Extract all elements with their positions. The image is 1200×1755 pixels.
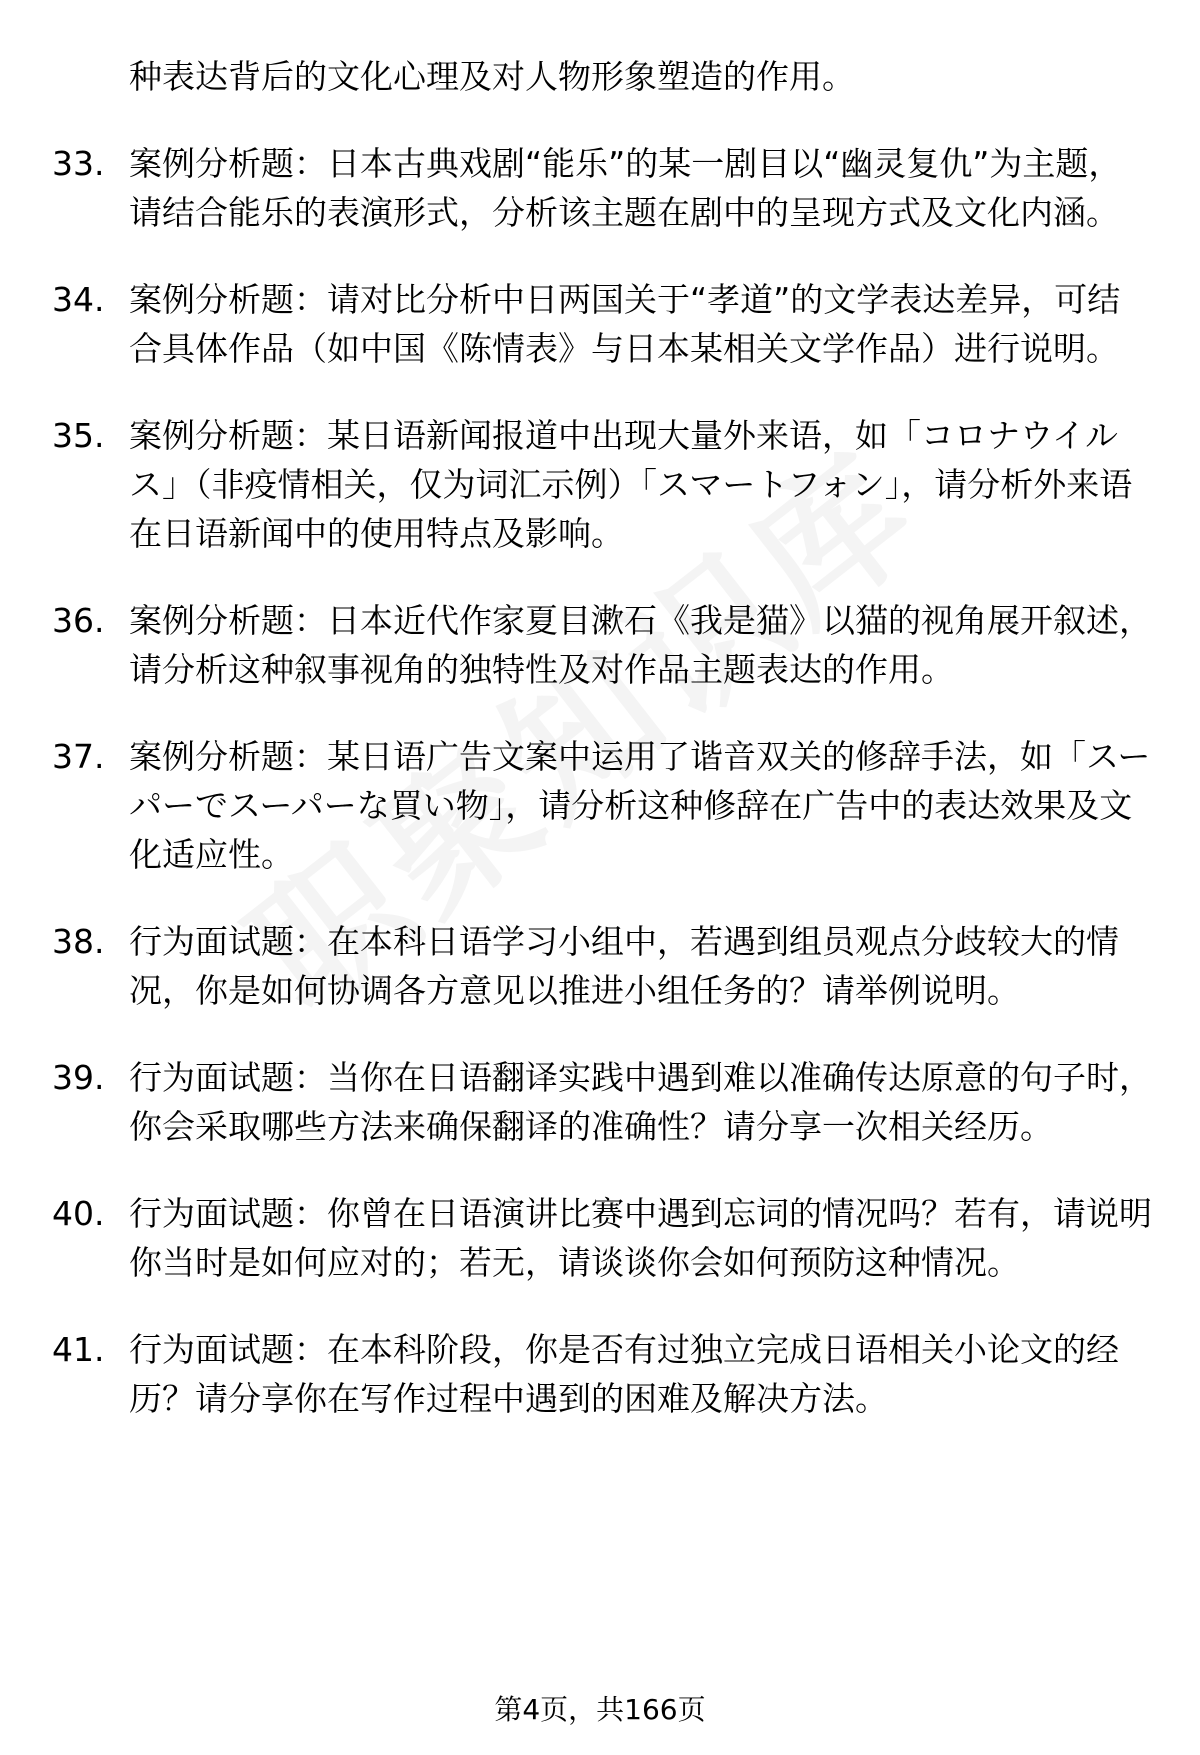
continuation-text: 种表达背后的文化心理及对人物形象塑造的作用。 — [129, 57, 855, 96]
item-text: 案例分析题：日本古典戏剧“能乐”的某一剧目以“幽灵复仇”为主题，请结合能乐的表演形式，分析该主题在剧中的呈现方式及文化内涵。 — [129, 144, 1122, 232]
item-number: 41. — [52, 1330, 105, 1369]
item-text: 案例分析题：日本近代作家夏目漱石《我是猫》以猫的视角展开叙述，请分析这种叙事视角的独特性及对作品主题表达的作用。 — [129, 601, 1152, 689]
item-text: 案例分析题：某日语广告文案中运用了谐音双关的修辞手法，如「スーパーでスーパーな買い物」，请分析这种修辞在广告中的表达效果及文化适应性。 — [129, 737, 1151, 874]
item-text: 案例分析题：某日语新闻报道中出现大量外来语，如「コロナウイルス」（非疫情相关，仅为词汇示例）「スマートフォン」，请分析外来语在日语新闻中的使用特点及影响。 — [129, 416, 1133, 553]
item-text: 行为面试题：你曾在日语演讲比赛中遇到忘词的情况吗？若有，请说明你当时是如何应对的；若无，请谈谈你会如何预防这种情况。 — [129, 1194, 1152, 1282]
item-number: 39. — [52, 1058, 105, 1097]
item-text: 行为面试题：在本科日语学习小组中，若遇到组员观点分歧较大的情况，你是如何协调各方意见以推进小组任务的？请举例说明。 — [129, 922, 1119, 1010]
item-number: 33. — [52, 144, 105, 183]
list-item — [52, 275, 1152, 373]
item-text: 行为面试题：在本科阶段，你是否有过独立完成日语相关小论文的经历？请分享你在写作过程中遇到的困难及解决方法。 — [129, 1330, 1119, 1418]
item-number: 37. — [52, 737, 105, 776]
list-item — [52, 411, 1152, 558]
list-item — [52, 917, 1152, 1015]
list-item — [52, 139, 1152, 237]
list-item — [52, 1189, 1152, 1287]
item-number: 34. — [52, 280, 105, 319]
item-number: 40. — [52, 1194, 105, 1233]
item-number: 36. — [52, 601, 105, 640]
item-text: 案例分析题：请对比分析中日两国关于“孝道”的文学表达差异，可结合具体作品（如中国《陈情表》与日本某相关文学作品）进行说明。 — [129, 280, 1121, 368]
list-item — [52, 596, 1152, 694]
page-footer: 第4页，共166页 — [494, 1693, 706, 1726]
item-number: 35. — [52, 416, 105, 455]
list-item — [52, 732, 1152, 879]
list-item — [52, 1325, 1152, 1423]
item-text: 行为面试题：当你在日语翻译实践中遇到难以准确传达原意的句子时，你会采取哪些方法来确保翻译的准确性？请分享一次相关经历。 — [129, 1058, 1152, 1146]
question-list — [52, 52, 1152, 1461]
item-number: 38. — [52, 922, 105, 961]
list-item — [52, 1053, 1152, 1151]
